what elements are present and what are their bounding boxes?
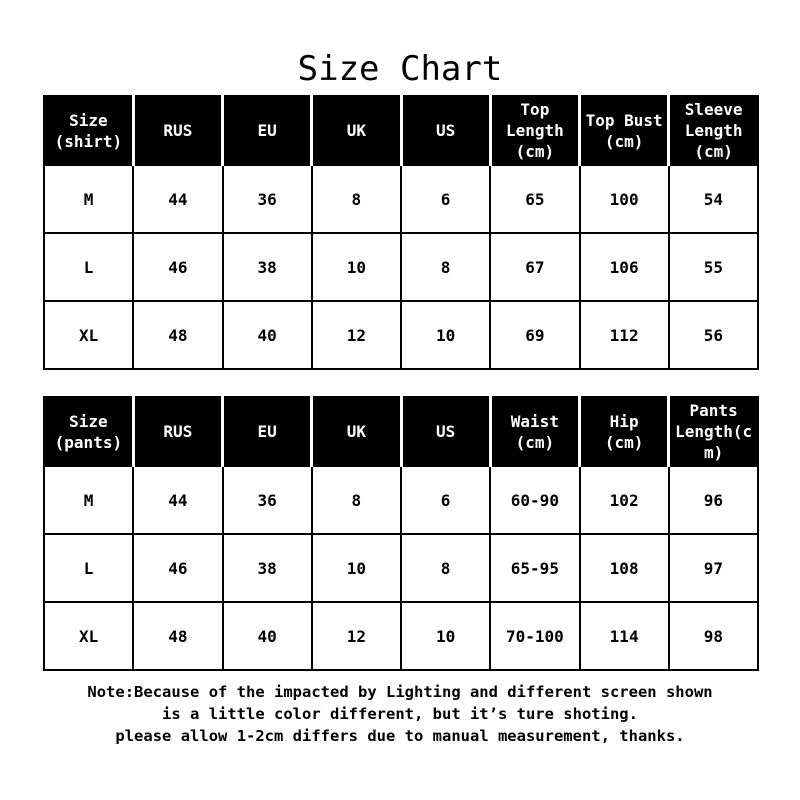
- table-header-cell: Top Bust (cm): [580, 96, 669, 165]
- table-cell: 40: [223, 602, 312, 670]
- table-header-cell: Waist (cm): [490, 397, 579, 466]
- table-header-cell: RUS: [133, 397, 222, 466]
- table-header-cell: UK: [312, 96, 401, 165]
- table-row: [44, 534, 758, 602]
- table-cell: 46: [133, 534, 222, 602]
- table-cell: 100: [580, 165, 669, 233]
- table-cell: 102: [580, 466, 669, 534]
- table-cell: 10: [312, 233, 401, 301]
- table-cell: 8: [401, 534, 490, 602]
- table-header-cell: EU: [223, 96, 312, 165]
- table-cell: 97: [669, 534, 758, 602]
- table-cell: 106: [580, 233, 669, 301]
- table-cell: 40: [223, 301, 312, 369]
- table-header-cell: Hip (cm): [580, 397, 669, 466]
- table-cell: 10: [401, 301, 490, 369]
- table-cell: 6: [401, 466, 490, 534]
- table-cell: 54: [669, 165, 758, 233]
- table-cell: 69: [490, 301, 579, 369]
- table-row: [44, 466, 758, 534]
- table-cell: 36: [223, 165, 312, 233]
- note-line: is a little color different, but it’s ture shoting.: [162, 705, 638, 723]
- table-cell: 44: [133, 466, 222, 534]
- table-cell: 96: [669, 466, 758, 534]
- measurement-note: [20, 681, 780, 747]
- table-cell: XL: [44, 301, 133, 369]
- table-cell: 114: [580, 602, 669, 670]
- table-header-cell: Pants Length(c m): [669, 397, 758, 466]
- table-cell: 60-90: [490, 466, 579, 534]
- table-cell: 38: [223, 534, 312, 602]
- table-row: [44, 165, 758, 233]
- table-cell: M: [44, 466, 133, 534]
- table-cell: 65-95: [490, 534, 579, 602]
- table-cell: XL: [44, 602, 133, 670]
- table-header-cell: US: [401, 96, 490, 165]
- table-cell: 48: [133, 301, 222, 369]
- table-cell: L: [44, 233, 133, 301]
- note-line: please allow 1-2cm differs due to manual measurement, thanks.: [115, 727, 685, 745]
- table-cell: 6: [401, 165, 490, 233]
- table-header-cell: Sleeve Length (cm): [669, 96, 758, 165]
- table-cell: 38: [223, 233, 312, 301]
- table-cell: 8: [401, 233, 490, 301]
- table-row: [44, 233, 758, 301]
- table-cell: 70-100: [490, 602, 579, 670]
- table-cell: 10: [401, 602, 490, 670]
- table-cell: 44: [133, 165, 222, 233]
- table-cell: 8: [312, 466, 401, 534]
- shirt-size-table: [43, 95, 759, 370]
- table-cell: 12: [312, 602, 401, 670]
- table-cell: 65: [490, 165, 579, 233]
- table-header-cell: Top Length (cm): [490, 96, 579, 165]
- page-title: Size Chart: [297, 49, 503, 89]
- table-cell: 48: [133, 602, 222, 670]
- table-cell: L: [44, 534, 133, 602]
- table-cell: 98: [669, 602, 758, 670]
- table-cell: 10: [312, 534, 401, 602]
- table-header-row: [44, 96, 758, 165]
- table-header-cell: US: [401, 397, 490, 466]
- table-cell: 46: [133, 233, 222, 301]
- table-row: [44, 602, 758, 670]
- table-cell: 67: [490, 233, 579, 301]
- table-cell: 8: [312, 165, 401, 233]
- table-cell: 36: [223, 466, 312, 534]
- table-cell: 108: [580, 534, 669, 602]
- table-header-cell: UK: [312, 397, 401, 466]
- table-row: [44, 301, 758, 369]
- note-line: Note:Because of the impacted by Lighting and different screen shown: [87, 683, 713, 701]
- table-cell: 56: [669, 301, 758, 369]
- table-cell: M: [44, 165, 133, 233]
- table-header-cell: Size (shirt): [44, 96, 133, 165]
- pants-size-table: [43, 396, 759, 671]
- table-header-cell: Size (pants): [44, 397, 133, 466]
- table-header-row: [44, 397, 758, 466]
- table-header-cell: RUS: [133, 96, 222, 165]
- table-cell: 12: [312, 301, 401, 369]
- table-cell: 55: [669, 233, 758, 301]
- table-cell: 112: [580, 301, 669, 369]
- table-header-cell: EU: [223, 397, 312, 466]
